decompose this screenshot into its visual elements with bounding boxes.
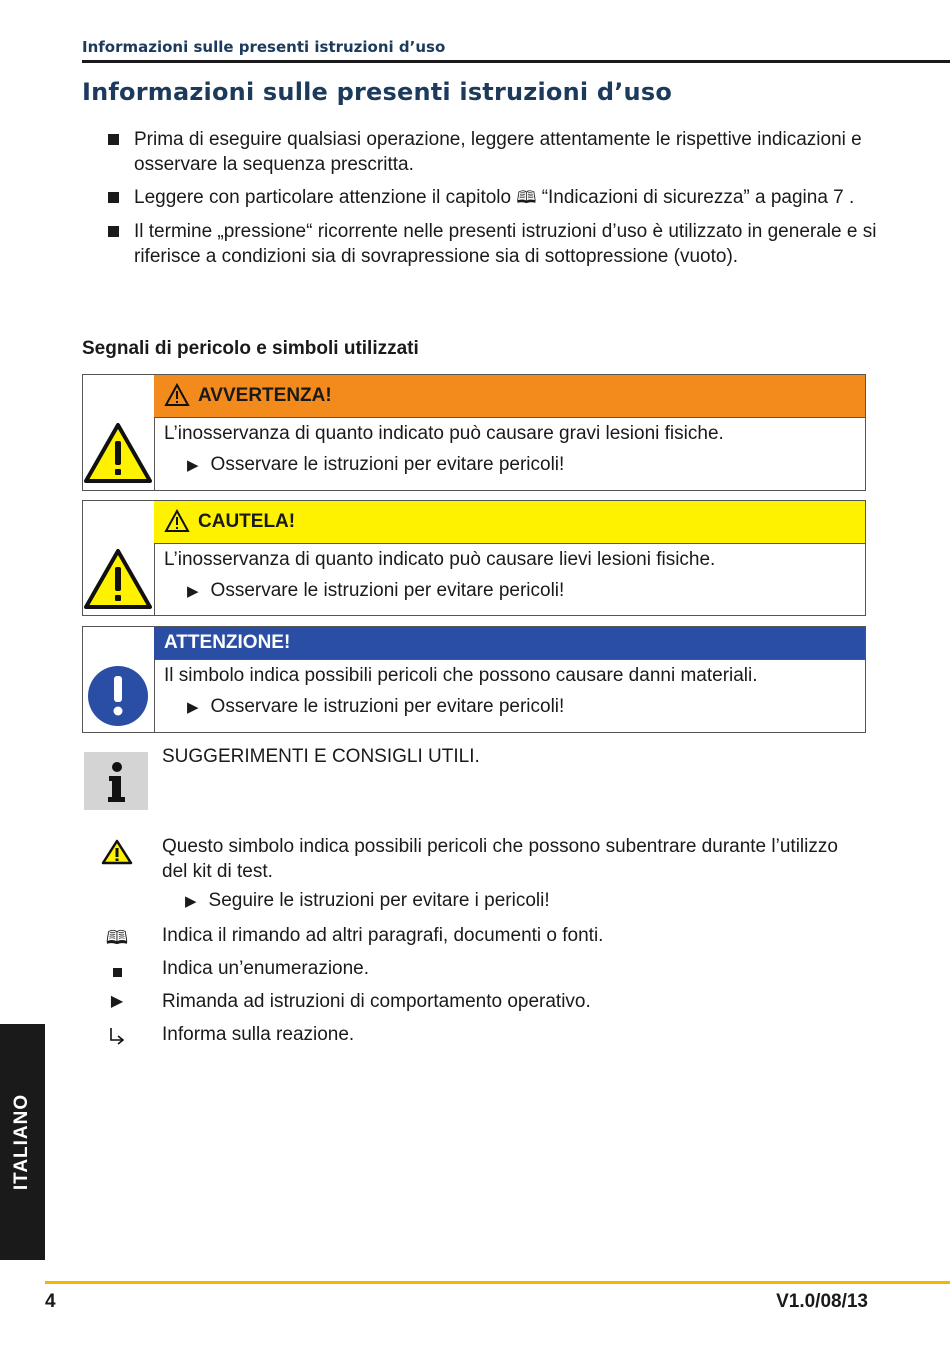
header-rule xyxy=(82,60,950,63)
notice-label-bar xyxy=(154,627,865,660)
warning-triangle-icon xyxy=(83,501,154,615)
page-title: Informazioni sulle presenti istruzioni d’uso xyxy=(82,78,673,106)
warning-triangle-icon xyxy=(164,509,190,536)
legend-enumeration-text: Indica un’enumerazione. xyxy=(162,958,370,979)
book-icon: 🕮 xyxy=(516,188,537,208)
version-label: V1.0/08/13 xyxy=(776,1291,868,1312)
arrow-right-icon: ▶ xyxy=(187,699,199,716)
notice-label: ATTENZIONE! xyxy=(164,632,291,653)
tip-text: SUGGERIMENTI E CONSIGLI UTILI. xyxy=(162,746,480,767)
caution-icon-cell xyxy=(83,501,155,615)
caution-step: ▶ Osservare le istruzioni per evitare pericoli! xyxy=(187,580,565,601)
book-icon: 🕮 xyxy=(105,927,129,949)
list-item: Il termine „pressione“ ricorrente nelle presenti istruzioni d’uso è utilizzato in generale e si riferisce a condizioni sia di sovrapressione sia di sottopressione (vuoto). xyxy=(108,219,878,269)
square-bullet-icon xyxy=(108,134,119,145)
arrow-right-icon: ▶ xyxy=(185,893,197,910)
cross-reference-link[interactable]: “Indicazioni di sicurezza” a pagina 7 . xyxy=(541,187,855,208)
result-arrow-icon xyxy=(100,1026,134,1053)
legend-reference-text: Indica il rimando ad altri paragrafi, documenti o fonti. xyxy=(162,925,604,946)
warning-triangle-icon xyxy=(83,375,154,490)
notice-box xyxy=(82,626,866,733)
warning-text: L’inosservanza di quanto indicato può causare gravi lesioni fisiche. xyxy=(164,423,724,444)
notice-icon-cell xyxy=(83,627,155,732)
arrow-right-icon: ▶ xyxy=(187,583,199,600)
language-tab-label: ITALIANO xyxy=(11,1093,32,1191)
legend-hazard-step: ▶ Seguire le istruzioni per evitare i pericoli! xyxy=(185,890,550,911)
list-item: Leggere con particolare attenzione il capitolo 🕮 “Indicazioni di sicurezza” a pagina 7 . xyxy=(108,185,878,211)
intro-bullet-list xyxy=(108,127,878,277)
footer-rule xyxy=(45,1281,950,1284)
caution-text: L’inosservanza di quanto indicato può causare lievi lesioni fisiche. xyxy=(164,549,716,570)
exclamation-circle-icon xyxy=(83,627,154,732)
warning-label: AVVERTENZA! xyxy=(198,385,332,406)
legend-hazard-text: Questo simbolo indica possibili pericoli che possono subentrare durante l’utilizzo del kit di test. xyxy=(162,836,838,882)
square-bullet-icon xyxy=(108,192,119,203)
caution-label: CAUTELA! xyxy=(198,511,296,532)
warning-triangle-icon xyxy=(164,383,190,410)
warning-label-bar xyxy=(154,375,865,418)
section-heading: Segnali di pericolo e simboli utilizzati xyxy=(82,338,419,359)
square-bullet-icon xyxy=(100,964,134,982)
caution-label-bar xyxy=(154,501,865,544)
arrow-right-icon: ▶ xyxy=(187,457,199,474)
warning-icon-cell xyxy=(83,375,155,490)
legend-instruction-text: Rimanda ad istruzioni di comportamento operativo. xyxy=(162,991,591,1012)
page-number: 4 xyxy=(45,1291,56,1312)
running-head: Informazioni sulle presenti istruzioni d’uso xyxy=(82,38,446,56)
arrow-right-icon: ▶ xyxy=(110,993,124,1010)
caution-box xyxy=(82,500,866,616)
info-icon xyxy=(84,752,148,810)
square-bullet-icon xyxy=(108,226,119,237)
notice-step: ▶ Osservare le istruzioni per evitare pericoli! xyxy=(187,696,565,717)
warning-box xyxy=(82,374,866,491)
warning-triangle-icon xyxy=(100,838,134,871)
list-item: Prima di eseguire qualsiasi operazione, leggere attentamente le rispettive indicazioni e osservare la sequenza prescritta. xyxy=(108,127,878,177)
notice-text: Il simbolo indica possibili pericoli che possono causare danni materiali. xyxy=(164,665,758,686)
warning-step: ▶ Osservare le istruzioni per evitare pericoli! xyxy=(187,454,565,475)
legend-result-text: Informa sulla reazione. xyxy=(162,1024,355,1045)
